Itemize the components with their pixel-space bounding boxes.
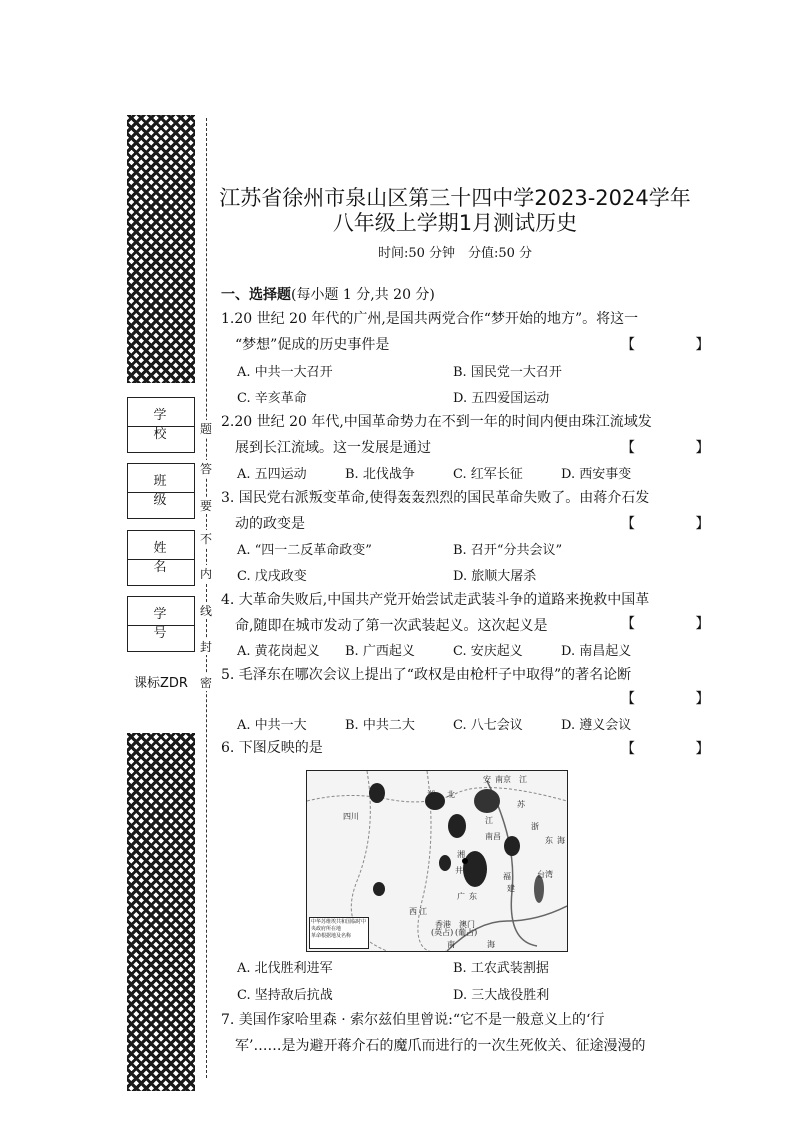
name-label: 姓 名 [128, 531, 194, 560]
map-label: 南京 [495, 775, 511, 784]
class-field [127, 463, 195, 519]
seal-char: 内 [199, 567, 212, 581]
option: B. 召开“分共会议” [453, 543, 563, 558]
option: B. 北伐战争 [345, 467, 415, 482]
page-title-line2: 八年级上学期1月测试历史 [332, 211, 578, 235]
question-3: 3. 国民党右派叛变革命,使得轰轰烈烈的国民革命失败了。由蒋介石发 动的政变是 [221, 490, 650, 532]
map-label: 东 [469, 892, 477, 901]
class-label: 班 级 [128, 464, 194, 493]
legend-capital: 中华苏维埃共和国临时中央政府所在地 [311, 919, 367, 932]
option: B. 国民党一大召开 [453, 365, 562, 380]
map-label: 台湾 [537, 870, 553, 879]
map-label: 南昌 [485, 832, 501, 841]
school-label: 学 校 [128, 398, 194, 427]
option: A. 北伐胜利进军 [237, 961, 333, 976]
option: D. 遵义会议 [561, 718, 632, 733]
map-label: 井冈山 [455, 866, 479, 875]
section-note: (每小题 1 分,共 20 分) [291, 287, 435, 303]
map-label: 福 [503, 872, 511, 881]
option: C. 坚持敌后抗战 [237, 988, 333, 1003]
option: A. 五四运动 [237, 467, 307, 482]
option: D. 五四爱国运动 [453, 391, 550, 406]
option: C. 辛亥革命 [237, 391, 307, 406]
option: D. 西安事变 [561, 467, 632, 482]
page-title-line1: 江苏省徐州市泉山区第三十四中学2023-2024学年 [219, 186, 691, 210]
student-id-label: 学 号 [128, 597, 194, 626]
map-label: 江 [485, 816, 493, 825]
seal-line [206, 118, 207, 1078]
map-label: 江 [519, 775, 527, 784]
map-label: 浙 [531, 822, 539, 831]
map-label: 江 [419, 907, 427, 916]
question-2: 2.20 世纪 20 年代,中国革命势力在不到一年的时间内便由珠江流域发 展到长江流域。这一发展是通过 [221, 414, 652, 456]
answer-bracket: 【 】 [621, 691, 738, 707]
map-label: 东 [545, 836, 553, 845]
map-label: 四川 [343, 812, 359, 821]
school-field [127, 397, 195, 453]
option: D. 旅顺大屠杀 [453, 569, 537, 584]
question-1: 1.20 世纪 20 年代的广州,是国共两党合作“梦开始的地方”。将这一 “梦想”促成的历史事件是 [221, 311, 639, 353]
option: A. 黄花岗起义 [237, 644, 320, 659]
answer-bracket: 【 】 [621, 516, 738, 532]
option: C. 戊戌政变 [237, 569, 307, 584]
revolutionary-base-map [306, 770, 568, 952]
map-label: 海 [487, 940, 495, 949]
question-4: 4. 大革命失败后,中国共产党开始尝试走武装斗争的道路来挽救中国革 命,随即在城市发动了第一次武装起义。这次起义是 [221, 592, 650, 634]
map-label: 南 [447, 940, 455, 949]
map-label: 澳门 [459, 920, 475, 929]
name-field [127, 530, 195, 586]
map-label: 湖 [427, 790, 435, 799]
seal-char: 题 [199, 422, 212, 436]
map-label: 苏 [517, 800, 525, 809]
seal-char: 线 [199, 604, 212, 618]
option: D. 南昌起义 [561, 644, 632, 659]
option: A. “四一二反革命政变” [237, 543, 372, 558]
option: A. 中共一大 [237, 718, 307, 733]
option: B. 广西起义 [345, 644, 415, 659]
option: C. 红军长征 [453, 467, 523, 482]
map-label: 湘 [457, 850, 465, 859]
seal-char: 要 [199, 499, 212, 513]
exam-meta: 时间:50 分钟 分值:50 分 [377, 246, 533, 261]
map-legend [309, 917, 369, 949]
seal-char: 答 [199, 462, 212, 476]
map-label: 广 [457, 892, 465, 901]
map-label: 西 [409, 907, 417, 916]
question-7: 7. 美国作家哈里森 · 索尔兹伯里曾说:“它不是一般意义上的‘行 军’……是为避开蒋介石的魔爪而进行的一次生死攸关、征途漫漫的 [221, 1012, 646, 1054]
question-6: 6. 下图反映的是 [221, 740, 323, 756]
seal-char: 不 [199, 532, 212, 546]
answer-bracket: 【 】 [621, 440, 738, 456]
binding-pattern-bottom [127, 733, 195, 1091]
legend-base: 革命根据地及名称 [311, 933, 352, 939]
seal-char: 密 [199, 676, 212, 690]
question-5: 5. 毛泽东在哪次会议上提出了“政权是由枪杆子中取得”的著名论断 [221, 667, 632, 683]
student-id-field [127, 596, 195, 652]
option: D. 三大战役胜利 [453, 988, 550, 1003]
map-label: 安 [483, 775, 491, 784]
answer-bracket: 【 】 [621, 337, 738, 353]
section-title: 一、选择题(每小题 1 分,共 20 分) [221, 287, 435, 303]
map-label: (葡占) [455, 928, 478, 937]
option: A. 中共一大召开 [237, 365, 333, 380]
map-label: 海 [557, 836, 565, 845]
option: C. 安庆起义 [453, 644, 523, 659]
option: B. 中共二大 [345, 718, 415, 733]
map-label: 香港 [435, 920, 451, 929]
course-code: 课标ZDR [134, 676, 188, 691]
option: B. 工农武装割据 [453, 961, 549, 976]
answer-bracket: 【 】 [621, 616, 738, 632]
map-label: (英占) [431, 928, 454, 937]
seal-char: 封 [199, 640, 212, 654]
answer-bracket: 【 】 [621, 741, 738, 757]
map-label: 建 [507, 884, 515, 893]
map-label: 北 [447, 790, 455, 799]
option: C. 八七会议 [453, 718, 523, 733]
binding-pattern-top [127, 115, 195, 383]
